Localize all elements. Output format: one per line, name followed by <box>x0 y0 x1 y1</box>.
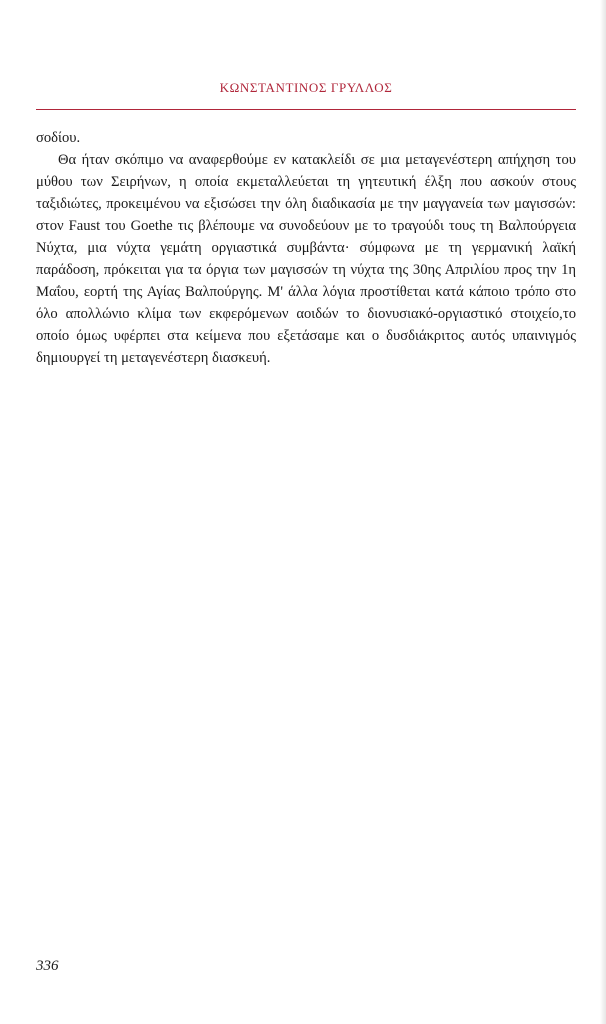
main-paragraph: Θα ήταν σκόπιμο να αναφερθούμε εν κατακλείδι σε μια μεταγενέστερη απήχηση του μύθου των Σειρήνων, η οποία εκμεταλλεύεται τη γητευτική έλξη που ασκούν στους ταξιδιώτες, προκειμένου να εξισώσει την όλη διαδικασία με την μαγγανεία των μαγισσών: στον Faust του Goethe τις βλέπουμε να συνοδεύουν με το τραγούδι τους τη Βαλπούργεια Νύχτα, μια νύχτα γεμάτη οργιαστικά συμβάντα· σύμφωνα με τη γερμανική λαϊκή παράδοση, πρόκειται για τα όργια των μαγισσών τη νύχτα της 30ης Απριλίου προς την 1η Μαΐου, εορτή της Αγίας Βαλπούργης. Μ' άλλα λόγια προστίθεται κατά κάποιο τρόπο στο όλο απολλώνιο κλίμα των εκφερόμενων αοιδών το διονυσιακό-οργιαστικό στοιχείο,το οποίο όμως υφέρπει στα κείμενα που εξετάσαμε και ο δυσδιάκριτος αυτός υπαινιγμός δημιουργεί τη μεταγενέστερη διασκευή. <box>36 152 576 366</box>
page-edge-shadow <box>600 0 606 1024</box>
body-text <box>36 127 576 369</box>
continuation-line: σοδίου. <box>36 130 81 146</box>
header-rule <box>36 109 576 110</box>
running-head-title: ΚΩΝΣΤΑΝΤΙΝΟΣ ΓΡΥΛΛΟΣ <box>219 80 393 95</box>
page-number: 336 <box>36 958 59 974</box>
